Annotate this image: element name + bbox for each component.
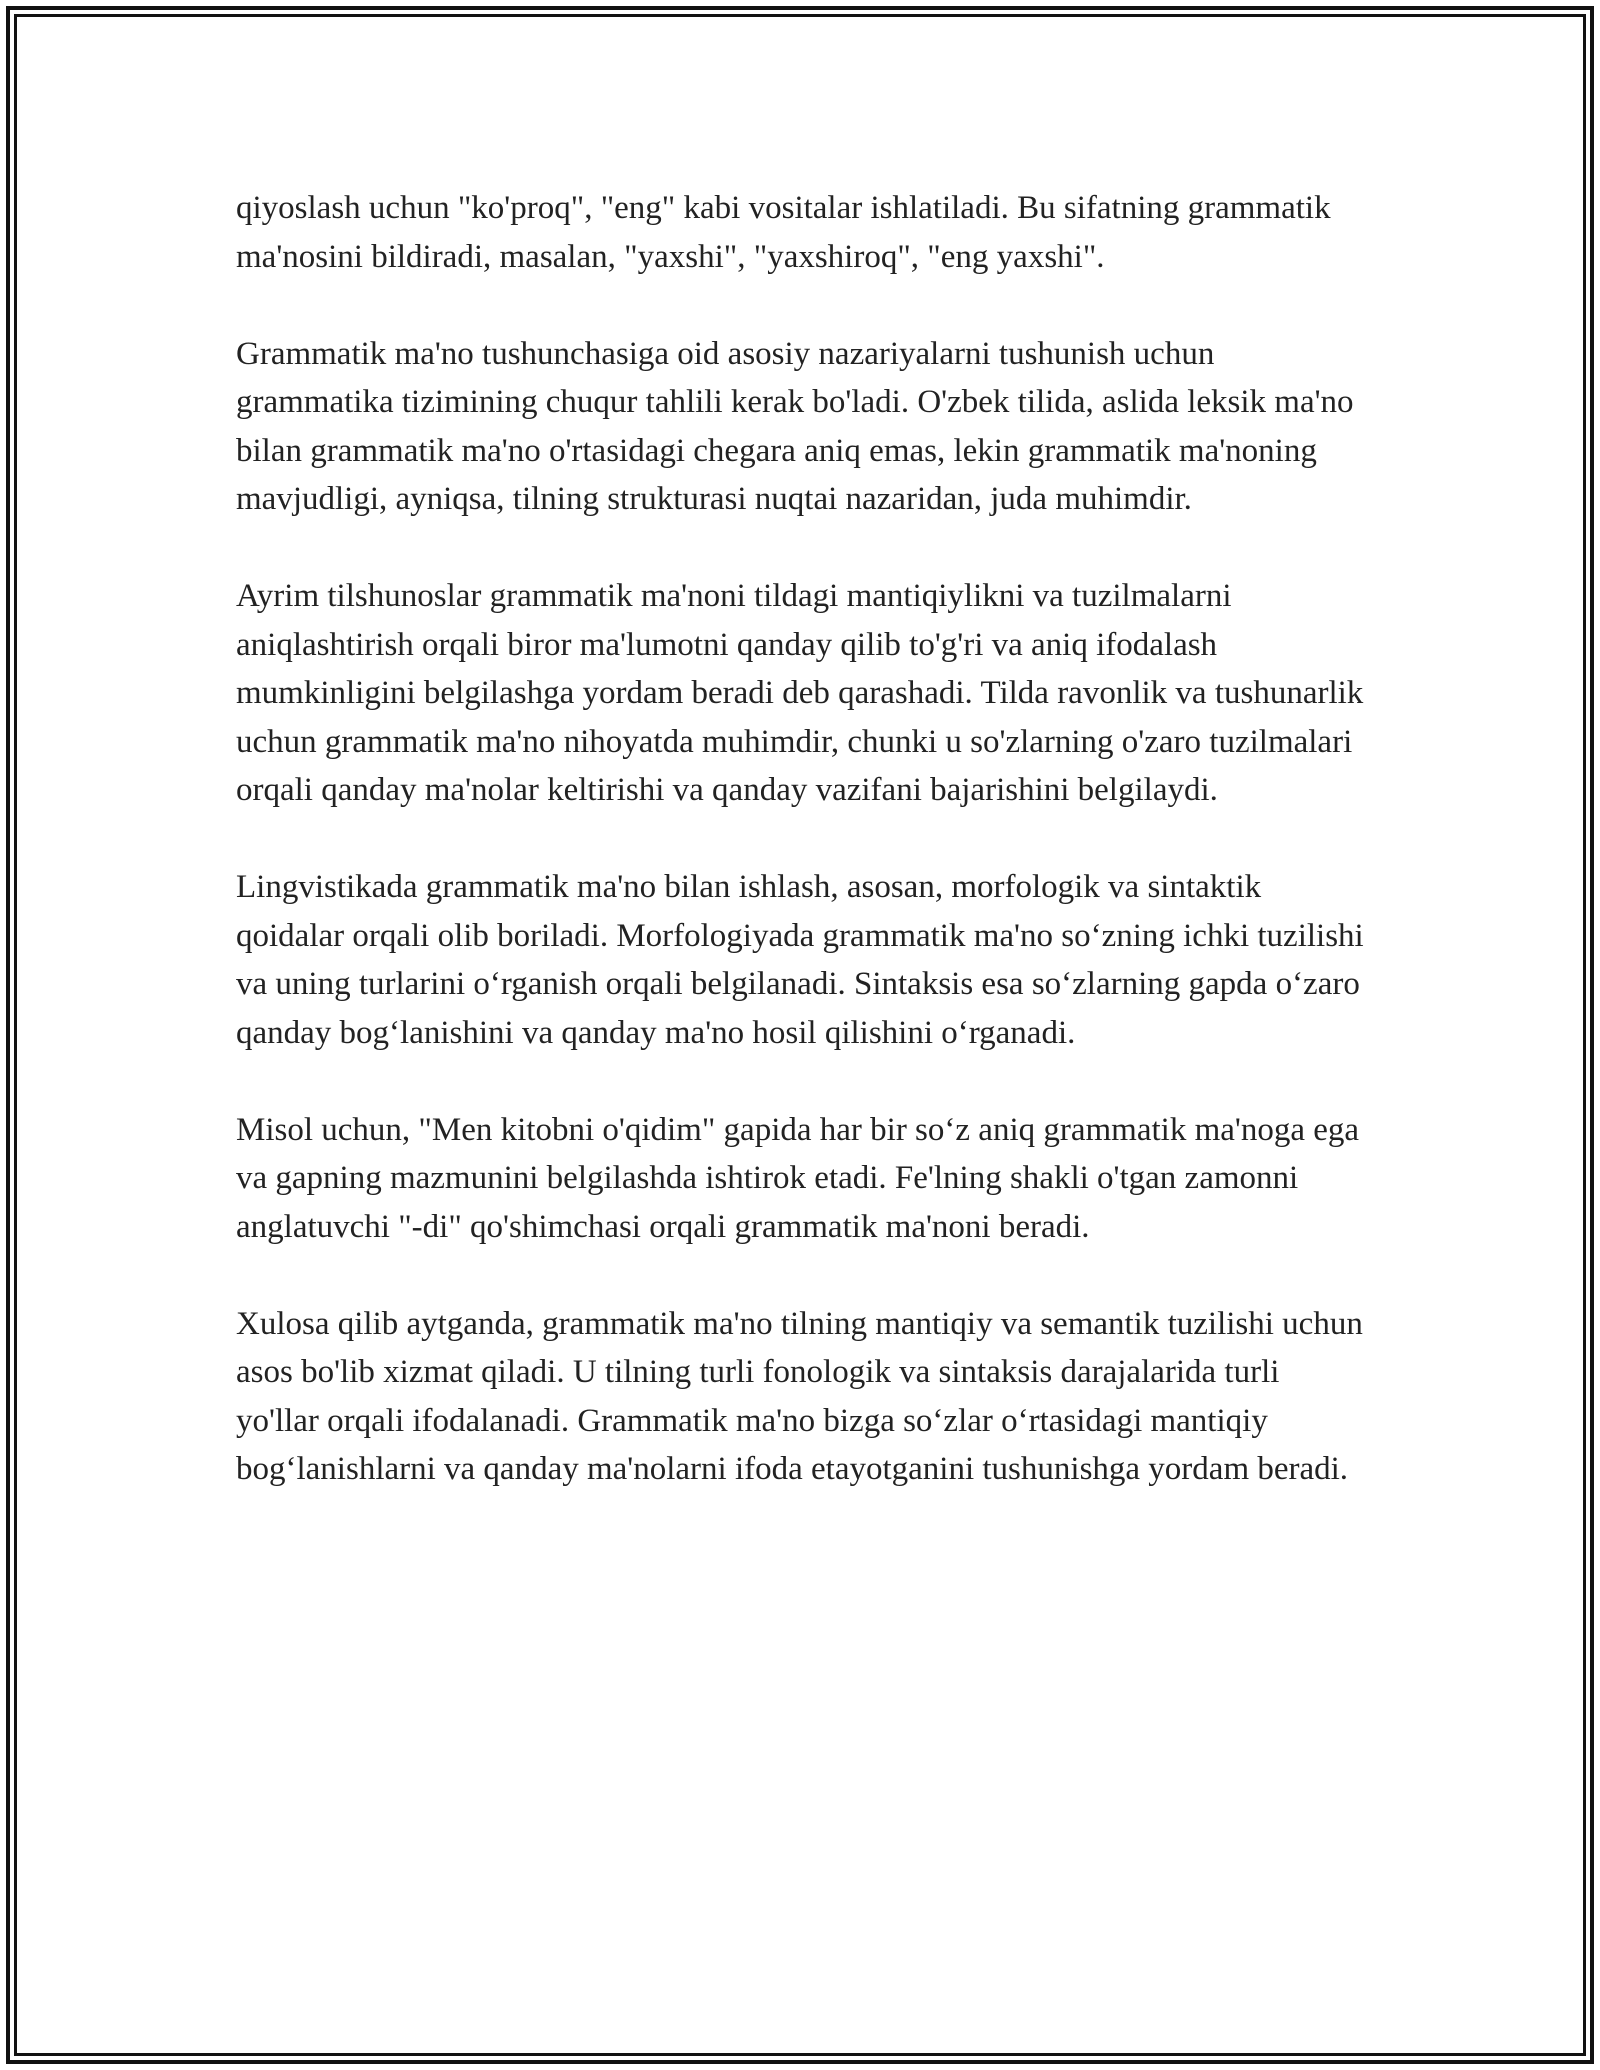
paragraph-2: Grammatik ma'no tushunchasiga oid asosiy nazariyalarni tushunish uchun grammatika tizimining chuqur tahlili kerak bo'ladi. O'zbek tilida, aslida leksik ma'no bilan grammatik ma'no o'rtasidagi chegara aniq emas, lekin grammatik ma'noning mavjudligi, ayniqsa, tilning strukturasi nuqtai nazaridan, juda muhimdir. bbox=[236, 335, 1354, 517]
paragraph-6: Xulosa qilib aytganda, grammatik ma'no tilning mantiqiy va semantik tuzilishi uchun asos bo'lib xizmat qiladi. U tilning turli fonologik va sintaksis darajalarida turli yo'llar orqali ifodalanadi. Grammatik ma'no bizga so‘zlar o‘rtasidagi mantiqiy bog‘lanishlarni va qanday ma'nolarni ifoda etayotganini tushunishga yordam beradi. bbox=[236, 1305, 1363, 1487]
paragraph-3: Ayrim tilshunoslar grammatik ma'noni tildagi mantiqiylikni va tuzilmalarni aniqlashtirish orqali biror ma'lumotni qanday qilib to'g'ri va aniq ifodalash mumkinligini belgilashga yordam beradi deb qarashadi. Tilda ravonlik va tushunarlik uchun grammatik ma'no nihoyatda muhimdir, chunki u so'zlarning o'zaro tuzilmalari orqali qanday ma'nolar keltirishi va qanday vazifani bajarishini belgilaydi. bbox=[236, 578, 1364, 808]
paragraph-5: Misol uchun, "Men kitobni o'qidim" gapida har bir so‘z aniq grammatik ma'noga ega va gapning mazmunini belgilashda ishtirok etadi. Fe'lning shakli o'tgan zamonni anglatuvchi "-di" qo'shimchasi orqali grammatik ma'noni beradi. bbox=[236, 1111, 1360, 1245]
paragraph-1: qiyoslash uchun "ko'proq", "eng" kabi vositalar ishlatiladi. Bu sifatning grammatik ma'nosini bildiradi, masalan, "yaxshi", "yaxshiroq", "eng yaxshi". bbox=[236, 190, 1331, 275]
document-body bbox=[236, 184, 1366, 1542]
paragraph-4: Lingvistikada grammatik ma'no bilan ishlash, asosan, morfologik va sintaktik qoidalar orqali olib boriladi. Morfologiyada grammatik ma'no so‘zning ichki tuzilishi va uning turlarini o‘rganish orqali belgilanadi. Sintaksis esa so‘zlarning gapda o‘zaro qanday bog‘lanishini va qanday ma'no hosil qilishini o‘rganadi. bbox=[236, 869, 1364, 1051]
